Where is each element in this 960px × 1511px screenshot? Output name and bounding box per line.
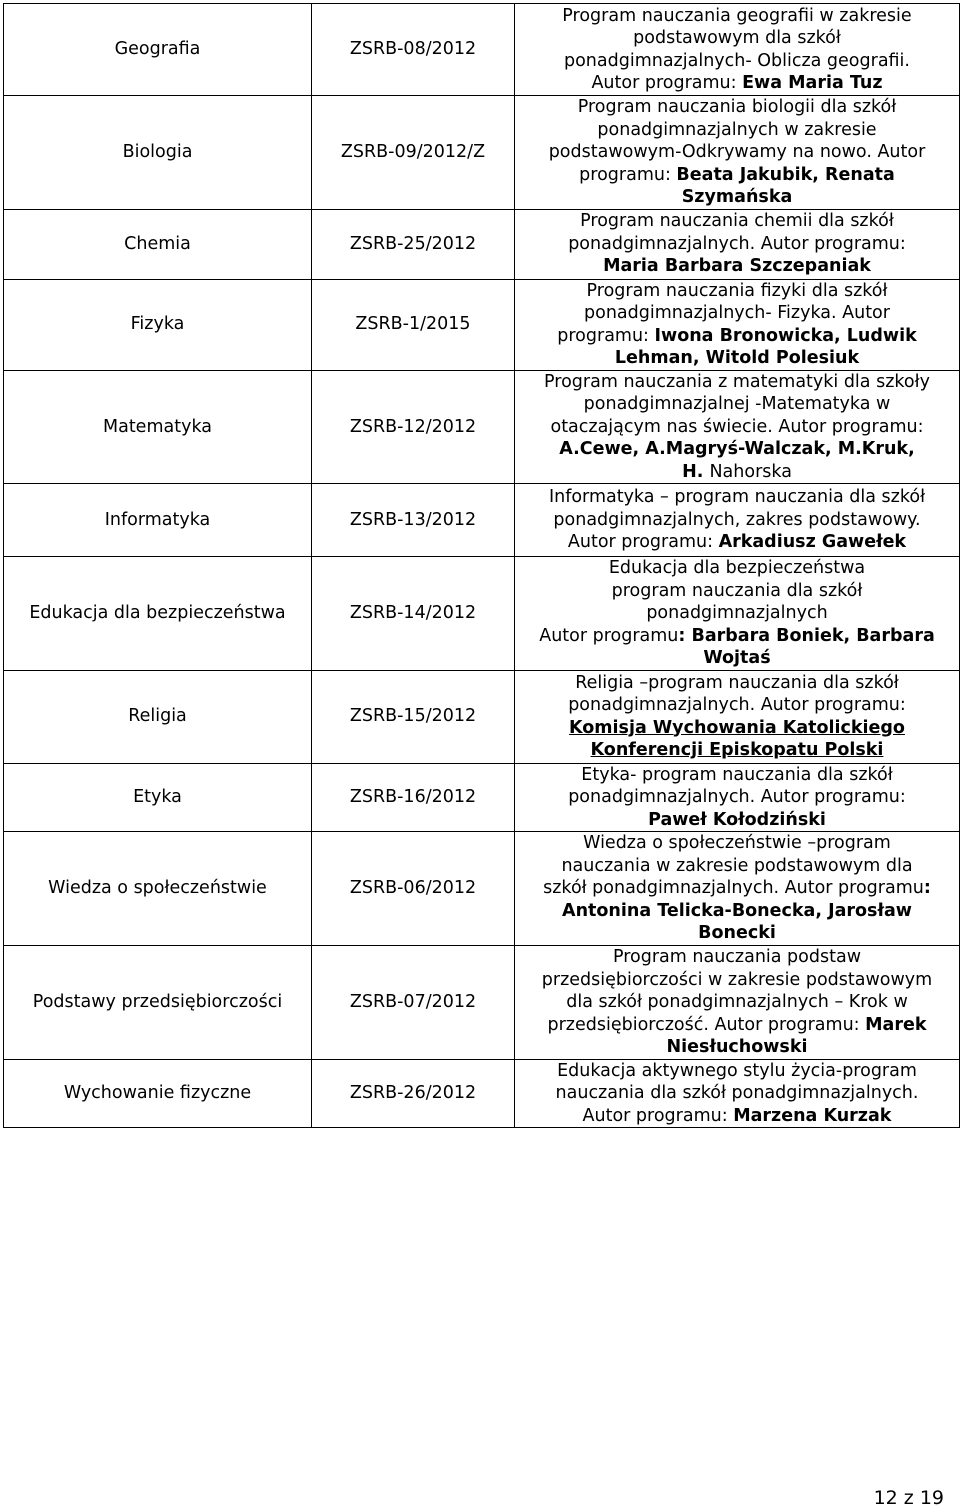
subject-cell: Informatyka [4,484,312,557]
description-text: Wiedza o społeczeństwie –program [583,833,891,854]
author-name-text: Marek [865,1014,927,1035]
table-row [4,1059,960,1128]
description-line [521,186,953,209]
author-name-text: Wojtaś [703,648,771,668]
description-line [521,5,953,28]
program-code-cell: ZSRB-25/2012 [312,209,515,279]
description-text: Nahorska [709,461,792,482]
description-text: programu: [579,164,677,185]
programs-table [3,3,960,1128]
description-text: Etyka- program nauczania dla szkół [581,764,893,785]
author-name-text: Bonecki [698,923,776,944]
description-line [521,1014,953,1037]
table-row [4,484,960,557]
description-text: ponadgimnazjalnych. Autor programu: [568,233,906,254]
description-line [521,877,953,900]
description-text: ponadgimnazjalnych- Fizyka. Autor [584,303,890,323]
description-text: nauczania dla szkół ponadgimnazjalnych. [555,1083,919,1103]
author-name-text: Paweł Kołodziński [648,809,826,830]
subject-cell: Chemia [4,209,312,279]
program-description-cell [515,370,960,484]
description-line [521,302,953,325]
description-line [521,280,953,303]
description-line [521,531,953,554]
subject-cell: Wiedza o społeczeństwie [4,832,312,946]
description-line [521,832,953,855]
subject-cell: Fizyka [4,279,312,370]
description-line [521,50,953,73]
program-code-cell: ZSRB-07/2012 [312,946,515,1060]
author-name-text: Niesłuchowski [666,1037,808,1057]
description-text: ponadgimnazjalnych- Oblicza geografii. [563,50,910,71]
description-line [521,119,953,142]
subject-cell: Podstawy przedsiębiorczości [4,946,312,1060]
description-text: ponadgimnazjalnej -Matematyka w [583,394,891,414]
description-line [521,717,953,740]
program-description-cell [515,557,960,671]
description-text: Program nauczania geografii w zakresie [562,5,912,26]
table-row [4,370,960,484]
description-line [521,647,953,670]
description-text: program nauczania dla szkół [611,580,863,601]
program-description-cell [515,279,960,370]
author-name-text: Szymańska [681,187,793,207]
table-row [4,763,960,832]
description-line [521,786,953,809]
author-name-text: H. [682,461,710,482]
description-line [521,164,953,187]
program-code-cell: ZSRB-14/2012 [312,557,515,671]
program-code-cell: ZSRB-1/2015 [312,279,515,370]
table-row [4,946,960,1060]
description-text: Program nauczania chemii dla szkół [580,211,894,232]
program-description-cell [515,670,960,763]
description-text: Program nauczania fizyki dla szkół [586,280,888,301]
subject-cell: Religia [4,670,312,763]
author-name-text: Beata Jakubik, Renata [676,164,895,185]
description-line [521,486,953,509]
description-line [521,347,953,370]
description-line [521,969,953,992]
program-code-cell: ZSRB-08/2012 [312,4,515,96]
program-code-cell: ZSRB-06/2012 [312,832,515,946]
author-name-text: Ewa Maria Tuz [742,73,883,93]
description-line [521,509,953,532]
description-text: Program nauczania podstaw [612,947,862,967]
description-line [521,900,953,923]
program-description-cell [515,484,960,557]
description-line [521,393,953,416]
description-text: Program nauczania biologii dla szkół [577,97,897,117]
author-name-text: Komisja Wychowania Katolickiego [569,717,905,738]
author-name-text: Iwona Bronowicka, Ludwik [654,325,917,346]
description-line [521,855,953,878]
description-line [521,672,953,695]
author-name-text: A.Cewe, A.Magryś-Walczak, M.Kruk, [559,439,915,459]
table-row [4,670,960,763]
description-text: ponadgimnazjalnych. Autor programu: [568,787,906,807]
description-line [521,1036,953,1059]
description-text: ponadgimnazjalnych [646,603,828,623]
description-text: otaczającym nas świecie. Autor programu: [550,416,924,437]
description-text: ponadgimnazjalnych. Autor programu: [568,695,906,715]
description-line [521,580,953,603]
description-text: przedsiębiorczość. Autor programu: [547,1014,866,1035]
description-text: przedsiębiorczości w zakresie podstawowym [541,969,933,990]
description-line [521,922,953,945]
program-code-cell: ZSRB-26/2012 [312,1059,515,1128]
description-text: ponadgimnazjalnych w zakresie [597,119,877,140]
subject-cell: Etyka [4,763,312,832]
description-line [521,255,953,278]
description-line [521,694,953,717]
author-name-text: : Barbara Boniek, Barbara [678,625,935,646]
subject-cell: Wychowanie fizyczne [4,1059,312,1128]
description-line [521,96,953,119]
description-line [521,233,953,256]
description-text: dla szkół ponadgimnazjalnych – Krok w [566,992,908,1012]
program-code-cell: ZSRB-15/2012 [312,670,515,763]
author-name-text: Marzena Kurzak [733,1105,892,1126]
program-code-cell: ZSRB-12/2012 [312,370,515,484]
subject-cell: Matematyka [4,370,312,484]
description-text: podstawowym dla szkół [633,28,841,48]
description-line [521,739,953,762]
program-description-cell [515,209,960,279]
description-text: Autor programu: [582,1105,734,1126]
program-code-cell: ZSRB-09/2012/Z [312,96,515,210]
description-line [521,809,953,832]
table-row [4,209,960,279]
description-text: nauczania w zakresie podstawowym dla [561,855,913,876]
description-text: Autor programu [539,625,679,646]
description-line [521,991,953,1014]
description-line [521,1082,953,1105]
table-row [4,279,960,370]
description-text: programu: [557,325,655,346]
program-description-cell [515,1059,960,1128]
subject-cell: Biologia [4,96,312,210]
description-text: ponadgimnazjalnych, zakres podstawowy. [553,509,921,530]
description-line [521,1105,953,1128]
program-description-cell [515,832,960,946]
description-text: Religia –program nauczania dla szkół [575,672,899,693]
author-name-text: : [923,878,931,899]
page-number: 12 z 19 [873,1487,944,1509]
author-name-text: Antonina Telicka-Bonecka, Jarosław [562,900,912,921]
description-line [521,141,953,164]
table-row [4,832,960,946]
description-text: podstawowym-Odkrywamy na nowo. Autor [548,142,926,162]
description-line [521,1060,953,1083]
description-line [521,371,953,394]
description-line [521,438,953,461]
description-line [521,602,953,625]
program-description-cell [515,946,960,1060]
description-line [521,416,953,439]
program-code-cell: ZSRB-13/2012 [312,484,515,557]
table-row [4,4,960,96]
author-name-text: Arkadiusz Gawełek [718,532,907,553]
author-name-text: Maria Barbara Szczepaniak [603,256,871,277]
description-line [521,210,953,233]
description-text: szkół ponadgimnazjalnych. Autor programu [543,878,924,899]
program-code-cell: ZSRB-16/2012 [312,763,515,832]
description-line [521,27,953,50]
author-name-text: Konferencji Episkopatu Polski [590,740,884,760]
subject-cell: Geografia [4,4,312,96]
description-line [521,461,953,484]
program-description-cell [515,763,960,832]
description-text: Edukacja dla bezpieczeństwa [608,558,866,578]
description-line [521,764,953,787]
description-line [521,625,953,648]
description-text: Informatyka – program nauczania dla szkół [548,487,926,508]
description-text: Program nauczania z matematyki dla szkoły [544,371,930,392]
description-line [521,946,953,969]
description-text: Autor programu: [591,73,743,93]
description-line [521,72,953,95]
program-description-cell [515,4,960,96]
description-text: Edukacja aktywnego stylu życia-program [557,1060,917,1081]
description-line [521,557,953,580]
table-row [4,557,960,671]
table-row [4,96,960,210]
description-text: Autor programu: [567,532,719,553]
author-name-text: Lehman, Witold Polesiuk [614,348,860,368]
description-line [521,325,953,348]
program-description-cell [515,96,960,210]
subject-cell: Edukacja dla bezpieczeństwa [4,557,312,671]
programs-table-body [4,4,960,1128]
